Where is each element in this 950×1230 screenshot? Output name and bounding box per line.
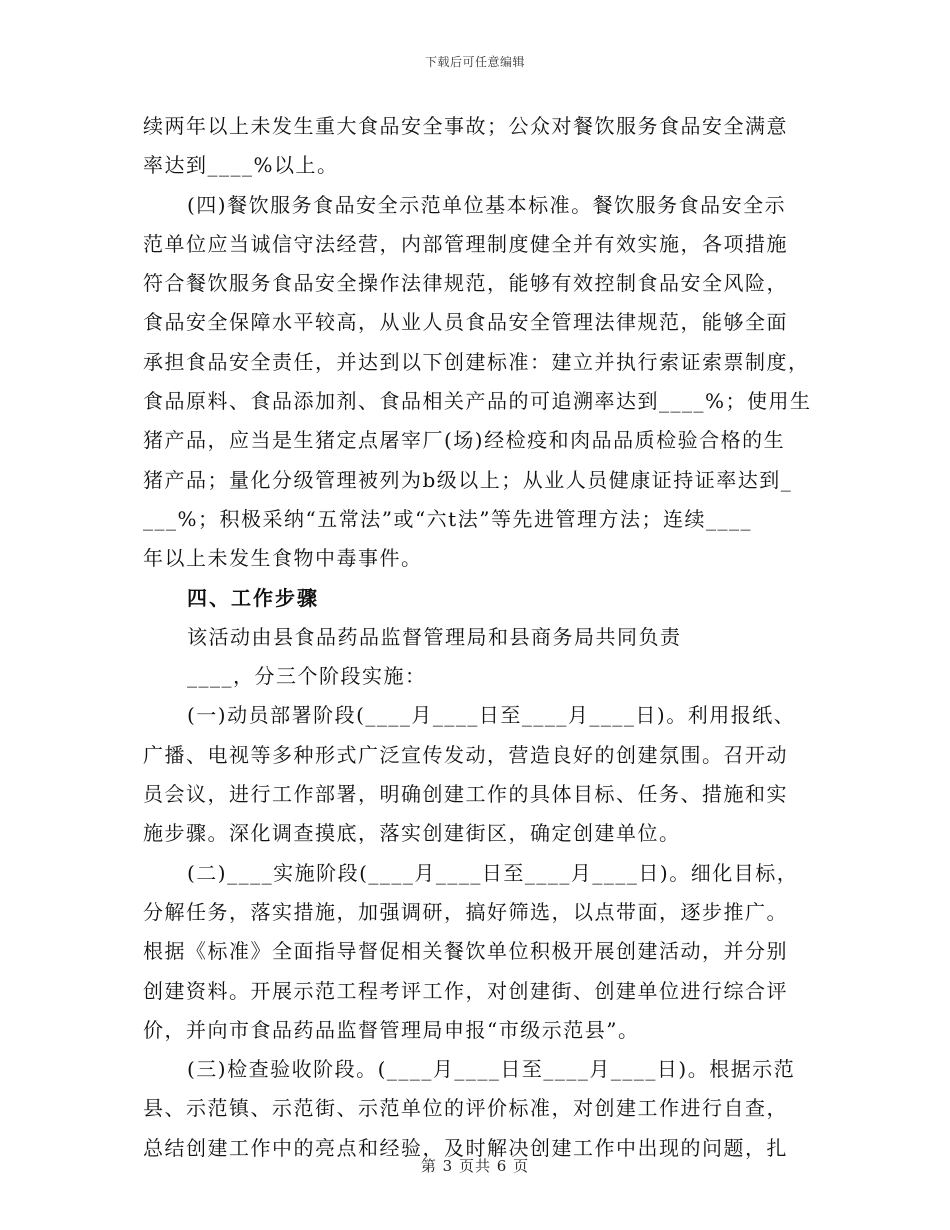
paragraph-line: 创建资料。开展示范工程考评工作，对创建街、创建单位进行综合评 [143,978,788,1003]
paragraph-line: 符合餐饮服务食品安全操作法律规范，能够有效控制食品安全风险， [143,271,788,296]
paragraph-line: 承担食品安全责任，并达到以下创建标准：建立并执行索证索票制度， [143,349,810,374]
paragraph-line: 根据《标准》全面指导督促相关餐饮单位积极开展创建活动，并分别 [143,939,788,964]
page-footer: 第 3 页共 6 页 [420,1157,530,1175]
paragraph-line: 范单位应当诚信守法经营，内部管理制度健全并有效实施，各项措施 [143,231,788,256]
paragraph-line: 广播、电视等多种形式广泛宣传发动，营造良好的创建氛围。召开动 [143,742,788,767]
paragraph-line: (二)____实施阶段(____月____日至____月____日)。细化目标， [187,860,799,885]
paragraph-line: 价，并向市食品药品监督管理局申报“市级示范县”。 [143,1017,640,1042]
paragraph-line: 率达到____%以上。 [143,153,339,178]
paragraph-line: 县、示范镇、示范街、示范单位的评价标准，对创建工作进行自查， [143,1096,788,1121]
paragraph-line: 员会议，进行工作部署，明确创建工作的具体目标、任务、措施和实 [143,782,788,807]
paragraph-line: 猪产品；量化分级管理被列为b级以上；从业人员健康证持证率达到_ [143,467,793,492]
paragraph-line: 总结创建工作中的亮点和经验，及时解决创建工作中出现的问题，扎 [143,1135,788,1160]
section-heading: 四、工作步骤 [187,585,319,610]
paragraph-line: 该活动由县食品药品监督管理局和县商务局共同负责 [187,624,682,649]
paragraph-line: 年以上未发生食物中毒事件。 [143,546,423,571]
paragraph-line: 猪产品，应当是生猪定点屠宰厂(场)经检疫和肉品品质检验合格的生 [143,428,786,453]
paragraph-line: 施步骤。深化调查摸底，落实创建街区，确定创建单位。 [143,821,681,846]
paragraph-line: 食品安全保障水平较高，从业人员食品安全管理法律规范，能够全面 [143,310,788,335]
page-header: 下载后可任意编辑 [424,55,525,69]
paragraph-line: (一)动员部署阶段(____月____日至____月____日)。利用报纸、 [187,703,796,728]
paragraph-line: (四)餐饮服务食品安全示范单位基本标准。餐饮服务食品安全示 [187,192,787,217]
paragraph-line: ___%；积极采纳“五常法”或“六t法”等先进管理方法；连续____ [143,506,752,531]
paragraph-line: 续两年以上未发生重大食品安全事故；公众对餐饮服务食品安全满意 [143,114,788,138]
paragraph-line: 食品原料、食品添加剂、食品相关产品的可追溯率达到____%；使用生 [143,389,812,414]
paragraph-line: ____，分三个阶段实施： [187,664,427,689]
document-body [143,107,812,1168]
paragraph-line: (三)检查验收阶段。(____月____日至____月____日)。根据示范 [187,1057,796,1082]
paragraph-line: 分解任务，落实措施，加强调研，搞好筛选，以点带面，逐步推广。 [143,899,788,924]
